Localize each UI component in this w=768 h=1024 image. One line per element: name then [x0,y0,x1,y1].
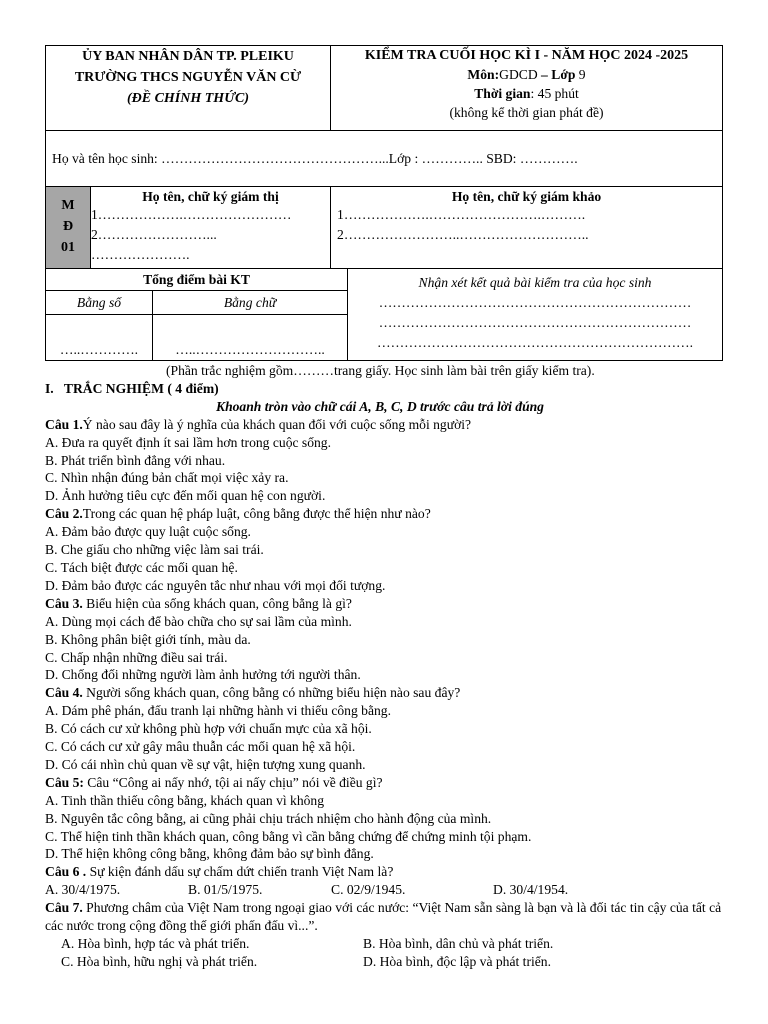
score-table [45,268,723,361]
question-1 [45,416,735,506]
student-line: Họ và tên học sinh: …………………………………………...Lớp : ………….. SBD: …………. [52,151,578,166]
exam-code-1: M [61,198,75,213]
option: C. Nhìn nhận đúng bản chất mọi việc xảy ra. [45,470,289,486]
examiner-cell [331,187,723,269]
question-label: Câu 1. [45,416,83,432]
total-score-title: Tổng điểm bài KT [46,269,348,291]
question-text: Biểu hiện của sống khách quan, công bằng là gì? [82,595,352,611]
option: C. Thể hiện tinh thần khách quan, công bằng vì cần bằng chứng để chứng minh tội phạm. [45,828,532,844]
option: D. 30/4/1954. [493,882,569,898]
option-row [45,935,724,953]
time-line [331,84,722,103]
comment-line-2: …………………………………………………………… [378,315,692,330]
grade-label: – Lớp [537,67,576,82]
option-row [45,953,724,971]
invigilator-cell [91,187,331,269]
option: A. Dám phê phán, đấu tranh lại những hành vi thiếu công bằng. [45,703,391,719]
option: D. Hòa bình, độc lập và phát triển. [363,953,551,969]
exam-code-2: Đ [62,219,74,234]
question-label: Câu 5: [45,774,84,790]
header-table [45,45,723,269]
option: D. Chống đối những người làm ảnh hưởng tới người thân. [45,667,361,683]
question-label: Câu 2. [45,506,83,522]
question-label: Câu 3. [45,595,83,611]
question-text: Sự kiện đánh dấu sự chấm dứt chiến tranh Việt Nam là? [86,864,394,880]
question-3 [45,595,735,685]
option: B. 01/5/1975. [188,882,263,898]
section-title: I. TRẮC NGHIỆM ( 4 điểm) [45,380,219,396]
question-4 [45,684,735,774]
question-text: Người sống khách quan, công bằng có những biểu hiện nào sau đây? [82,685,461,701]
invigilator-title: Họ tên, chữ ký giám thị [142,189,279,204]
option: A. Đưa ra quyết định ít sai lầm hơn trong cuộc sống. [45,434,331,450]
page-note: (Phần trắc nghiệm gồm………trang giấy. Học sinh làm bài trên giấy kiểm tra). [166,363,595,378]
score-words-field: …..……………………….. [153,315,348,361]
option: C. Chấp nhận những điều sai trái. [45,649,228,665]
subject-value: GDCD [499,67,538,82]
question-text: Câu “Công ai nấy nhớ, tội ai nấy chịu” nói về điều gì? [83,774,383,790]
comment-cell [348,269,723,361]
option: B. Phát triển bình đẳng với nhau. [45,452,226,468]
examiner-title: Họ tên, chữ ký giám khảo [451,189,602,204]
question-7 [45,899,724,971]
time-note: (không kể thời gian phát đề) [449,105,604,120]
score-number-field: …..…………. [46,315,153,361]
option: B. Nguyên tắc công bằng, ai cũng phải chịu trách nhiệm cho hành động của mình. [45,810,492,826]
option: B. Có cách cư xử không phù hợp với chuẩn mực của xã hội. [45,721,372,737]
official-label: (ĐỀ CHÍNH THỨC) [126,91,250,106]
district-name: ỦY BAN NHÂN DÂN TP. PLEIKU [82,49,294,64]
examiner-line-2: 2……………………..……………………….. [337,227,589,242]
time-label: Thời gian [474,86,531,101]
option: A. Tinh thần thiếu công bằng, khách quan vì không [45,792,325,808]
time-value: : 45 phút [530,86,579,101]
option: D. Thể hiện không công bằng, không đảm bảo sự bình đẳng. [45,846,374,862]
option: C. 02/9/1945. [331,882,406,898]
option: B. Che giấu cho những việc làm sai trái. [45,542,264,558]
subject-line [331,65,722,84]
school-info [46,46,331,131]
invigilator-line-2: 2……………………... [91,227,217,242]
exam-title: KIỂM TRA CUỐI HỌC KÌ I - NĂM HỌC 2024 -2025 [364,48,689,63]
question-6 [45,863,735,899]
question-text: Trong các quan hệ pháp luật, công bằng được thể hiện như nào? [82,506,431,522]
option-row [45,881,735,899]
question-text: Phương châm của Việt Nam trong ngoại giao với các nước: “Việt Nam sẵn sàng là bạn và là đối tác tin cậy của tất cả các nước trong cộng đồng thế giới phấn đấu vì...”. [45,900,722,934]
student-info-cell [46,131,723,187]
option: D. Có cái nhìn chủ quan về sự vật, hiện tượng xung quanh. [45,756,366,772]
option: B. Hòa bình, dân chủ và phát triển. [363,936,554,951]
exam-code-3: 01 [61,240,75,255]
subject-label: Môn: [467,67,500,82]
invigilator-line-3: …………………. [91,247,190,262]
option: C. Hòa bình, hữu nghị và phát triển. [61,953,258,969]
exam-body [45,362,735,971]
score-by-number-label: Bằng số [46,291,153,315]
question-2 [45,505,735,595]
school-name: TRƯỜNG THCS NGUYỄN VĂN CỪ [74,70,302,85]
comment-line-3: ……………………………………………………………. [376,335,694,350]
option: B. Không phân biệt giới tính, màu da. [45,631,251,647]
option: A. Hòa bình, hợp tác và phát triển. [61,936,250,951]
score-by-words-label: Bằng chữ [153,291,348,315]
invigilator-line-1: 1……………….…………………… [91,207,292,222]
option: A. 30/4/1975. [45,882,121,898]
option: A. Dùng mọi cách để bào chữa cho sự sai lầm của mình. [45,613,352,629]
comment-line-1: …………………………………………………………… [378,295,692,310]
option: D. Ảnh hưởng tiêu cực đến mối quan hệ con người. [45,488,326,504]
exam-info [331,46,723,131]
question-5 [45,774,735,864]
comment-title: Nhận xét kết quả bài kiểm tra của học sinh [418,275,652,290]
grade-value: 9 [575,67,586,82]
examiner-line-1: 1……………….…………………….………. [337,207,586,222]
option: C. Có cách cư xử gây mâu thuẫn các mối quan hệ xã hội. [45,739,356,755]
instruction: Khoanh tròn vào chữ cái A, B, C, D trước câu trả lời đúng [216,398,544,414]
option: C. Tách biệt được các mối quan hệ. [45,559,238,575]
question-label: Câu 6 . [45,864,87,880]
question-text: Ý nào sau đây là ý nghĩa của khách quan đối với cuộc sống mỗi người? [82,416,472,432]
question-label: Câu 4. [45,685,83,701]
option: D. Đảm bảo được các nguyên tắc như nhau với mọi đối tượng. [45,577,386,593]
question-label: Câu 7. [45,900,83,916]
option: A. Đảm bảo được quy luật cuộc sống. [45,524,251,540]
